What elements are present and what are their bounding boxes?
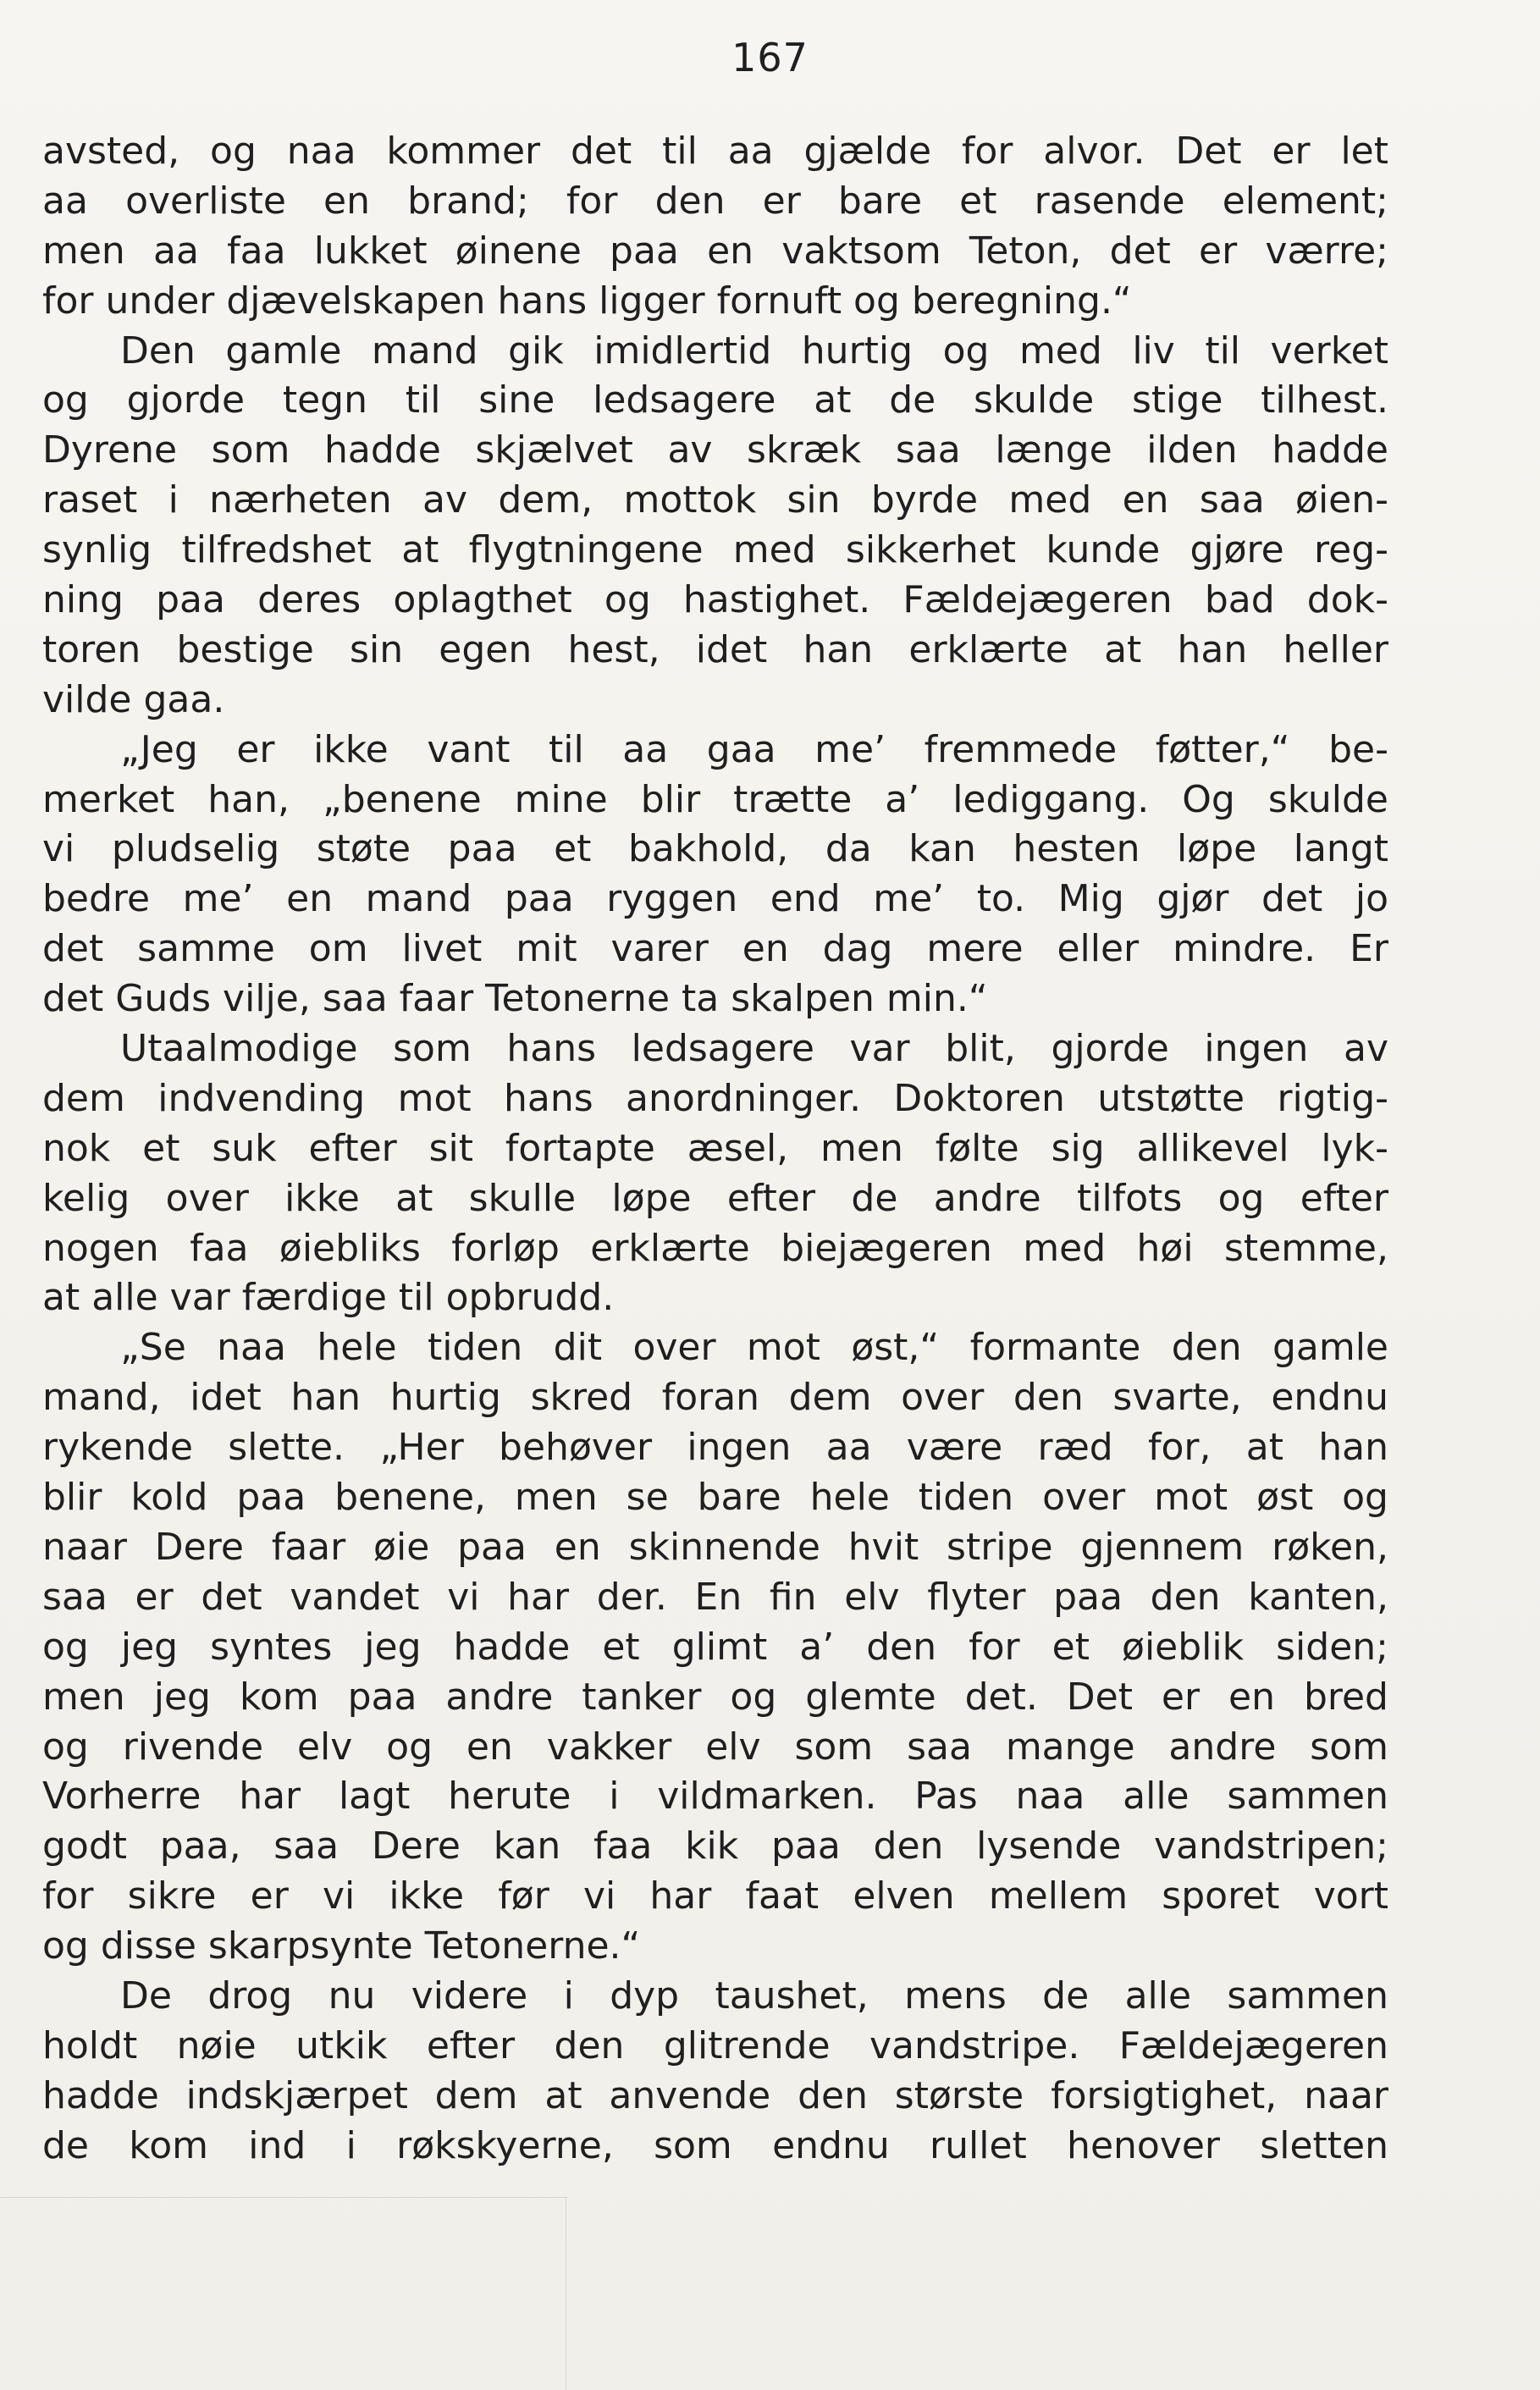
text-line: Vorherre har lagt herute i vildmarken. Pas naa alle sammen	[42, 1775, 1388, 1819]
text-line: merket han, „benene mine blir trætte a’ lediggang. Og skulde	[42, 777, 1388, 821]
page-crease-line	[0, 2197, 567, 2198]
text-line: for under djævelskapen hans ligger fornuft og beregning.“	[42, 279, 1132, 323]
text-line: vilde gaa.	[42, 677, 225, 721]
text-line: dem indvending mot hans anordninger. Doktoren utstøtte rigtig-	[42, 1076, 1388, 1120]
body-text	[42, 127, 1388, 2172]
paragraph-start-line: „Se naa hele tiden dit over mot øst,“ formante den gamle	[120, 1326, 1388, 1370]
text-line: aa overliste en brand; for den er bare et rasende element;	[42, 179, 1388, 223]
text-line: ning paa deres oplagthet og hastighet. Fældejægeren bad dok-	[42, 578, 1388, 622]
text-line: rykende slette. „Her behøver ingen aa være ræd for, at han	[42, 1426, 1388, 1470]
paragraph-start-line: Utaalmodige som hans ledsagere var blit, gjorde ingen av	[120, 1027, 1388, 1071]
text-line: holdt nøie utkik efter den glitrende vandstripe. Fældejægeren	[42, 2023, 1388, 2067]
text-line: kelig over ikke at skulle løpe efter de andre tilfots og efter	[42, 1176, 1388, 1220]
paragraph-start-line: Den gamle mand gik imidlertid hurtig og med liv til verket	[120, 328, 1388, 373]
text-line: Dyrene som hadde skjælvet av skræk saa længe ilden hadde	[42, 428, 1388, 472]
text-line: vi pludselig støte paa et bakhold, da kan hesten løpe langt	[42, 827, 1388, 871]
text-line: synlig tilfredshet at flygtningene med sikkerhet kunde gjøre reg-	[42, 528, 1388, 572]
text-line: nok et suk efter sit fortapte æsel, men følte sig allikevel lyk-	[42, 1126, 1388, 1170]
text-line: og rivende elv og en vakker elv som saa mange andre som	[42, 1725, 1388, 1769]
text-line: raset i nærheten av dem, mottok sin byrde med en saa øien-	[42, 478, 1388, 522]
text-line: saa er det vandet vi har der. En fin elv flyter paa den kanten,	[42, 1575, 1388, 1619]
text-line: avsted, og naa kommer det til aa gjælde for alvor. Det er let	[42, 130, 1388, 173]
text-line: de kom ind i røkskyerne, som endnu rullet henover sletten	[42, 2123, 1388, 2167]
text-line: men aa faa lukket øinene paa en vaktsom Teton, det er værre;	[42, 229, 1388, 273]
text-line: hadde indskjærpet dem at anvende den største forsigtighet, naar	[42, 2073, 1388, 2117]
text-line: og gjorde tegn til sine ledsagere at de skulde stige tilhest.	[42, 378, 1388, 422]
text-line: nogen faa øiebliks forløp erklærte biejægeren med høi stemme,	[42, 1226, 1388, 1270]
text-line: godt paa, saa Dere kan faa kik paa den lysende vandstripen;	[42, 1824, 1388, 1868]
text-line: og disse skarpsynte Tetonerne.“	[42, 1924, 641, 1968]
text-line: at alle var færdige til opbrudd.	[42, 1276, 615, 1320]
text-line: naar Dere faar øie paa en skinnende hvit stripe gjennem røken,	[42, 1525, 1388, 1569]
text-line: men jeg kom paa andre tanker og glemte det. Det er en bred	[42, 1675, 1388, 1719]
text-line: bedre me’ en mand paa ryggen end me’ to. Mig gjør det jo	[42, 877, 1388, 921]
text-line: toren bestige sin egen hest, idet han erklærte at han heller	[42, 627, 1388, 671]
text-line: blir kold paa benene, men se bare hele tiden over mot øst og	[42, 1476, 1388, 1520]
paragraph-start-line: „Jeg er ikke vant til aa gaa me’ fremmede føtter,“ be-	[120, 727, 1388, 771]
text-line: for sikre er vi ikke før vi har faat elven mellem sporet vort	[42, 1874, 1388, 1918]
text-line: og jeg syntes jeg hadde et glimt a’ den for et øieblik siden;	[42, 1625, 1388, 1669]
text-line: det samme om livet mit varer en dag mere eller mindre. Er	[42, 927, 1388, 971]
text-line: det Guds vilje, saa faar Tetonerne ta skalpen min.“	[42, 977, 988, 1021]
text-line: mand, idet han hurtig skred foran dem over den svarte, endnu	[42, 1376, 1388, 1420]
page-number: 167	[731, 35, 809, 80]
paragraph-start-line: De drog nu videre i dyp taushet, mens de alle sammen	[120, 1973, 1388, 2017]
